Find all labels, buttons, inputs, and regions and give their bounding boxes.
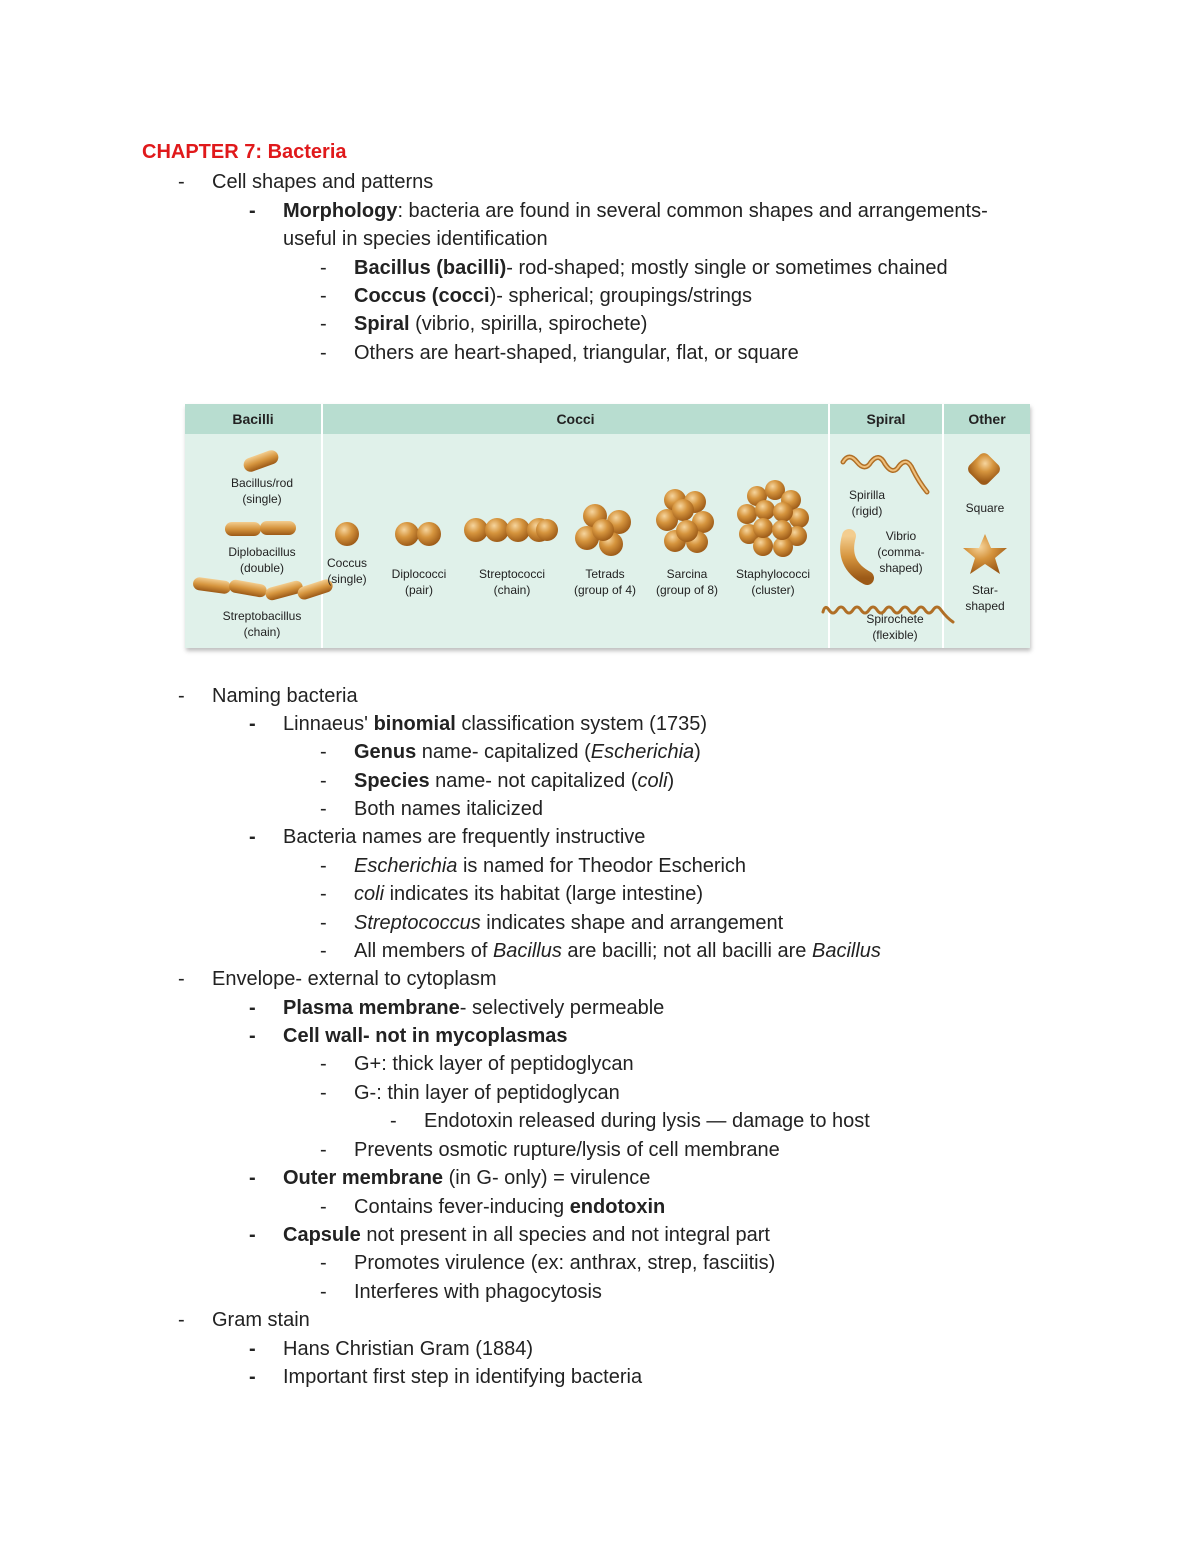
bullet-dash: - xyxy=(320,1252,327,1274)
label-diplococci: Diplococci (pair) xyxy=(391,567,447,597)
bullet-text: Naming bacteria xyxy=(212,685,358,707)
bullet-text: Gram stain xyxy=(212,1309,310,1331)
bullet-dash: - xyxy=(249,200,256,222)
term-outer-membrane: Outer membrane xyxy=(283,1167,444,1189)
bullet-text: (in G- only) = virulence xyxy=(443,1167,651,1189)
bullet-text: are bacilli; not all bacilli are xyxy=(561,940,812,962)
streptobacillus-icon xyxy=(192,576,334,601)
header-bacilli: Bacilli xyxy=(185,404,321,434)
bullet-text: Promotes virulence (ex: anthrax, strep, fasciitis) xyxy=(354,1252,776,1274)
bullet-interferes xyxy=(320,1278,602,1306)
bullet-text: Contains fever-inducing xyxy=(354,1196,570,1218)
bullet-dash: - xyxy=(320,770,327,792)
italic-text: Escherichia xyxy=(354,855,458,877)
bullet-text: indicates shape and arrangement xyxy=(480,912,784,934)
bullet-text: : bacteria are found in several common shapes and arrangements- xyxy=(397,200,988,222)
bullet-dash: - xyxy=(320,1082,327,1104)
bullet-endotoxin-lysis xyxy=(390,1107,870,1135)
label-streptobacillus: Streptobacillus (chain) xyxy=(222,609,302,639)
bullet-others xyxy=(320,339,799,367)
bullet-dash: - xyxy=(249,1025,256,1047)
bullet-promotes xyxy=(320,1249,776,1277)
bullet-dash: - xyxy=(249,1366,256,1388)
staphylococci-icon xyxy=(737,480,809,557)
bullet-dash: - xyxy=(320,313,327,335)
bullet-dash: - xyxy=(320,1053,327,1075)
bullet-text: Hans Christian Gram (1884) xyxy=(283,1338,534,1360)
bullet-both-italic xyxy=(320,795,543,823)
label-vibrio: Vibrio (comma- shaped) xyxy=(877,529,925,575)
bullet-coli xyxy=(320,880,704,908)
bullet-text: Prevents osmotic rupture/lysis of cell membrane xyxy=(354,1139,780,1161)
bullet-dash: - xyxy=(320,1196,327,1218)
bullet-text: G-: thin layer of peptidoglycan xyxy=(354,1082,620,1104)
italic-text: Streptococcus xyxy=(354,912,481,934)
bullet-text: Interferes with phagocytosis xyxy=(354,1281,602,1303)
bullet-dash: - xyxy=(320,912,327,934)
bullet-escherichia xyxy=(320,852,747,880)
bullet-linnaeus xyxy=(249,710,707,738)
bullet-dash: - xyxy=(320,1139,327,1161)
bullet-text: - selectively permeable xyxy=(459,997,665,1019)
bullet-text: Both names italicized xyxy=(354,798,543,820)
label-square: Square xyxy=(965,501,1005,515)
bullet-cell-wall xyxy=(249,1022,568,1050)
bullet-hans xyxy=(249,1335,534,1363)
bullet-gneg xyxy=(320,1079,620,1107)
square-bacterium-icon xyxy=(966,451,1003,488)
bullet-text: Linnaeus' xyxy=(283,713,374,735)
term-coccus: Coccus (cocci xyxy=(354,285,490,307)
bullet-dash: - xyxy=(320,940,327,962)
bullet-coccus xyxy=(320,282,752,310)
term-plasma-membrane: Plasma membrane xyxy=(283,997,460,1019)
term-morphology: Morphology xyxy=(283,200,398,222)
bullet-text: (vibrio, spirilla, spirochete) xyxy=(409,313,648,335)
italic-text: Escherichia xyxy=(590,741,695,763)
italic-text: Bacillus xyxy=(492,940,562,962)
bullet-text: ) xyxy=(667,770,675,792)
bullet-dash: - xyxy=(249,997,256,1019)
bacillus-rod-icon xyxy=(242,448,281,473)
bullet-contains xyxy=(320,1193,666,1221)
term-genus: Genus xyxy=(354,741,417,763)
bullet-capsule xyxy=(249,1221,770,1249)
bullet-outer xyxy=(249,1164,651,1192)
header-spiral: Spiral xyxy=(830,404,942,434)
bullet-text: Endotoxin released during lysis — damage to host xyxy=(424,1110,870,1132)
diplococci-icon xyxy=(395,522,441,546)
bullet-text: Envelope- external to cytoplasm xyxy=(212,968,497,990)
bullet-dash: - xyxy=(178,968,185,990)
bullet-dash: - xyxy=(249,826,256,848)
label-streptococci: Streptococci (chain) xyxy=(478,567,546,597)
bullet-envelope xyxy=(178,965,497,993)
bullet-dash: - xyxy=(320,342,327,364)
italic-text: coli xyxy=(637,770,668,792)
vibrio-icon xyxy=(847,536,867,578)
bullet-text: classification system (1735) xyxy=(455,713,707,735)
bullet-bacillus xyxy=(320,254,948,282)
label-diplobacillus: Diplobacillus (double) xyxy=(228,545,296,575)
bullet-text: - rod-shaped; mostly single or sometimes chained xyxy=(506,257,948,279)
label-star: Star- shaped xyxy=(965,583,1005,613)
bullet-dash: - xyxy=(320,741,327,763)
header-cocci: Cocci xyxy=(323,404,828,434)
bullet-all-members xyxy=(320,937,881,965)
label-sarcina: Sarcina (group of 8) xyxy=(655,567,719,597)
term-binomial: binomial xyxy=(373,713,456,735)
bullet-text: is named for Theodor Escherich xyxy=(457,855,747,877)
bullet-species xyxy=(320,767,675,795)
bullet-important xyxy=(249,1363,643,1391)
bullet-genus xyxy=(320,738,701,766)
bullet-cell-shapes xyxy=(178,168,434,196)
term-bacillus: Bacillus (bacilli) xyxy=(354,257,507,279)
bullet-text: useful in species identification xyxy=(283,228,548,250)
bullet-dash: - xyxy=(178,171,185,193)
bullet-text: )- spherical; groupings/strings xyxy=(489,285,752,307)
bullet-dash: - xyxy=(390,1110,397,1132)
bullet-plasma xyxy=(249,994,665,1022)
bullet-dash: - xyxy=(320,285,327,307)
sarcina-icon xyxy=(656,489,714,553)
term-endotoxin: endotoxin xyxy=(569,1196,666,1218)
diplobacillus-icon xyxy=(225,521,296,536)
bullet-naming xyxy=(178,682,358,710)
bullet-text: name- capitalized ( xyxy=(416,741,591,763)
bullet-text: ) xyxy=(694,741,701,763)
bullet-streptococcus xyxy=(320,909,784,937)
label-tetrads: Tetrads (group of 4) xyxy=(573,567,637,597)
term-spiral: Spiral xyxy=(354,313,410,335)
term-cell-wall: Cell wall- not in mycoplasmas xyxy=(283,1025,568,1047)
italic-text: coli xyxy=(354,883,385,905)
bullet-dash: - xyxy=(320,1281,327,1303)
bullet-text: Cell shapes and patterns xyxy=(212,171,434,193)
bullet-dash: - xyxy=(178,685,185,707)
label-spirochete: Spirochete (flexible) xyxy=(866,612,924,642)
bullet-text: Bacteria names are frequently instructive xyxy=(283,826,646,848)
bullet-dash: - xyxy=(249,713,256,735)
bullet-dash: - xyxy=(249,1224,256,1246)
bullet-gpos xyxy=(320,1050,634,1078)
label-coccus: Coccus (single) xyxy=(326,556,367,586)
bullet-text: indicates its habitat (large intestine) xyxy=(384,883,704,905)
bullet-dash: - xyxy=(249,1167,256,1189)
bullet-dash: - xyxy=(320,798,327,820)
bullet-dash: - xyxy=(249,1338,256,1360)
bullet-gram xyxy=(178,1306,310,1334)
tetrads-icon xyxy=(575,504,631,556)
term-species: Species xyxy=(354,770,430,792)
label-spirilla: Spirilla (rigid) xyxy=(848,488,885,518)
bullet-spiral xyxy=(320,310,648,338)
label-bacillus-rod: Bacillus/rod (single) xyxy=(230,476,294,506)
bullet-text: G+: thick layer of peptidoglycan xyxy=(354,1053,634,1075)
bullet-dash: - xyxy=(320,855,327,877)
bullet-text: not present in all species and not integral part xyxy=(360,1224,770,1246)
streptococci-icon xyxy=(464,518,558,542)
star-bacterium-icon xyxy=(963,534,1007,574)
italic-text: Bacillus xyxy=(811,940,881,962)
coccus-icon xyxy=(335,522,359,546)
label-staphylococci: Staphylococci (cluster) xyxy=(735,567,811,597)
bullet-prevents xyxy=(320,1136,780,1164)
bullet-dash: - xyxy=(178,1309,185,1331)
bullet-dash: - xyxy=(320,257,327,279)
bullet-text: Others are heart-shaped, triangular, flat, or square xyxy=(354,342,799,364)
page-title: CHAPTER 7: Bacteria xyxy=(142,141,347,163)
term-capsule: Capsule xyxy=(283,1224,361,1246)
bullet-instructive xyxy=(249,823,646,851)
bullet-morphology-cont xyxy=(283,225,548,253)
bacteria-shapes-figure xyxy=(185,404,1030,648)
bullet-dash: - xyxy=(320,883,327,905)
header-other: Other xyxy=(944,404,1030,434)
bullet-text: Important first step in identifying bacteria xyxy=(283,1366,643,1388)
bullet-text: All members of xyxy=(354,940,493,962)
bullet-morphology xyxy=(249,197,988,225)
bullet-text: name- not capitalized ( xyxy=(429,770,638,792)
